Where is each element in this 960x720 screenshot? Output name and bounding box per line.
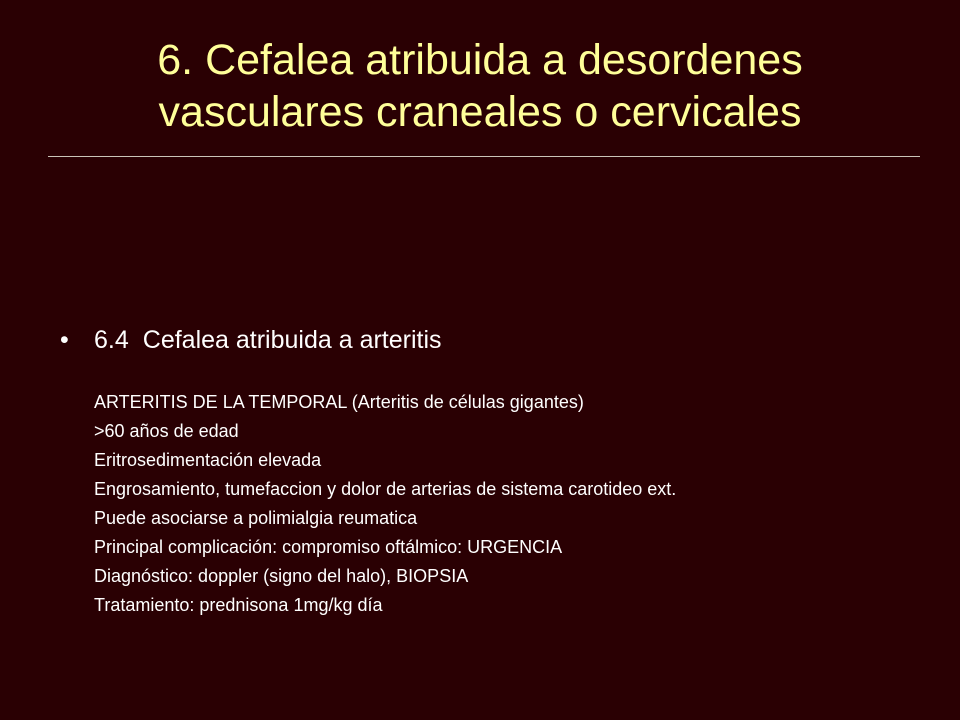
bullet-number: 6.4 (94, 326, 129, 354)
detail-line: Engrosamiento, tumefaccion y dolor de arterias de sistema carotideo ext. (94, 479, 677, 499)
slide-title (0, 34, 960, 138)
bullet-marker: • (60, 326, 69, 354)
detail-line: ARTERITIS DE LA TEMPORAL (Arteritis de células gigantes) (94, 392, 584, 412)
detail-line: >60 años de edad (94, 421, 239, 441)
title-line-1: 6. Cefalea atribuida a desordenes (157, 36, 803, 84)
detail-line: Diagnóstico: doppler (signo del halo), BIOPSIA (94, 566, 469, 586)
detail-line: Principal complicación: compromiso oftálmico: URGENCIA (94, 537, 563, 557)
bullet-heading (94, 322, 442, 358)
title-line-2: vasculares craneales o cervicales (158, 88, 802, 136)
bullet-text: Cefalea atribuida a arteritis (142, 326, 442, 354)
detail-line: Eritrosedimentación elevada (94, 450, 322, 470)
detail-list (94, 388, 676, 620)
bullet-item (60, 322, 442, 358)
detail-line: Tratamiento: prednisona 1mg/kg día (94, 595, 383, 615)
detail-line: Puede asociarse a polimialgia reumatica (94, 508, 418, 528)
title-divider (48, 156, 920, 157)
